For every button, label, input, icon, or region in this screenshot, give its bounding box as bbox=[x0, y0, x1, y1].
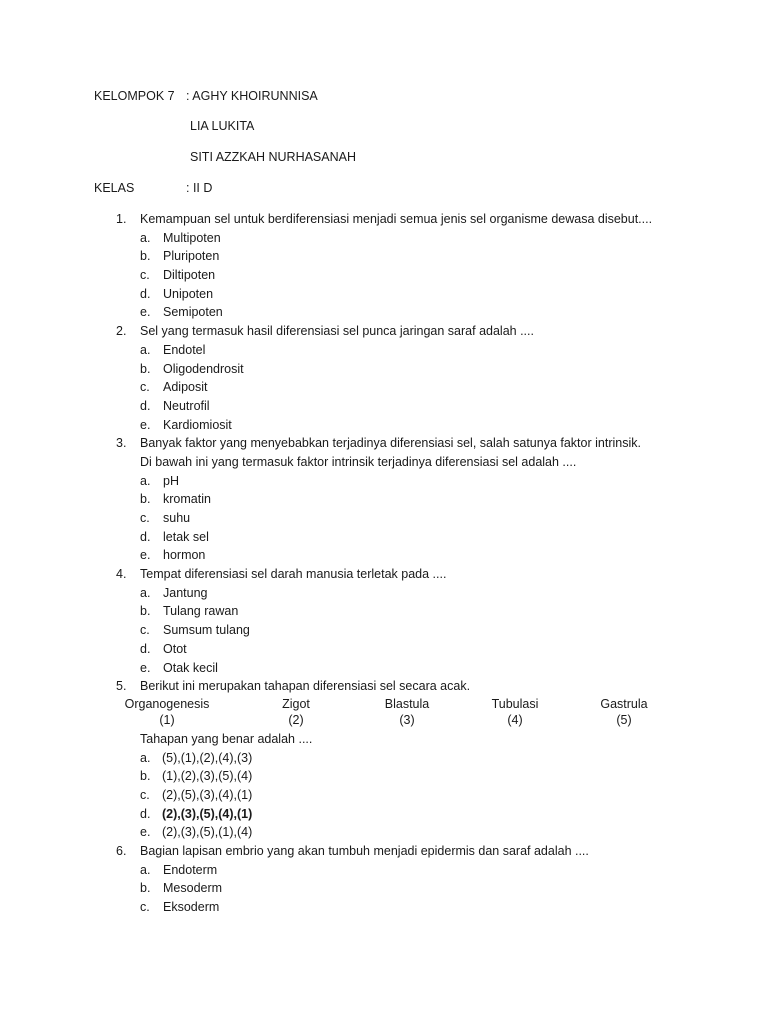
answer-option bbox=[116, 621, 716, 640]
stage-number: (2) bbox=[288, 713, 304, 728]
question-number: 1. bbox=[116, 212, 127, 226]
answer-option bbox=[116, 786, 716, 805]
answer-option bbox=[116, 509, 716, 528]
option-letter: a. bbox=[140, 342, 151, 357]
answer-option bbox=[116, 823, 716, 842]
option-letter: e. bbox=[140, 305, 151, 320]
answer-option bbox=[116, 266, 716, 285]
stage-name: Tubulasi bbox=[491, 696, 539, 711]
question-text: Sel yang termasuk hasil diferensiasi sel punca jaringan saraf adalah .... bbox=[140, 324, 534, 339]
option-letter: e. bbox=[140, 417, 151, 432]
stage-item bbox=[352, 696, 462, 729]
stage-item bbox=[112, 696, 222, 729]
answer-option bbox=[116, 584, 716, 603]
question-prompt: Tahapan yang benar adalah .... bbox=[140, 731, 313, 746]
option-text: Kardiomiosit bbox=[163, 417, 232, 432]
stage-name: Zigot bbox=[282, 696, 310, 711]
question-text-line bbox=[116, 322, 716, 341]
option-letter: e. bbox=[140, 660, 151, 675]
question-number: 4. bbox=[116, 567, 127, 582]
option-text: Tulang rawan bbox=[163, 604, 239, 619]
question-number: 5. bbox=[116, 679, 127, 694]
member-name: : AGHY KHOIRUNNISA bbox=[186, 89, 318, 103]
option-text: (5),(1),(2),(4),(3) bbox=[162, 750, 253, 765]
answer-option bbox=[116, 378, 716, 397]
answer-option bbox=[116, 602, 716, 621]
option-text: Oligodendrosit bbox=[163, 361, 244, 376]
option-text: pH bbox=[163, 473, 179, 488]
answer-option bbox=[116, 861, 716, 880]
stage-name: Gastrula bbox=[600, 696, 648, 711]
option-text: Diltipoten bbox=[163, 268, 216, 283]
question-number: 6. bbox=[116, 844, 127, 858]
option-text: Unipoten bbox=[163, 286, 214, 301]
option-text: Mesoderm bbox=[163, 881, 223, 896]
member-name: SITI AZZKAH NURHASANAH bbox=[190, 150, 356, 164]
answer-option bbox=[116, 416, 716, 435]
answer-option bbox=[116, 360, 716, 379]
option-letter: a. bbox=[140, 862, 151, 877]
question-text: Kemampuan sel untuk berdiferensiasi menjadi semua jenis sel organisme dewasa disebut.... bbox=[140, 212, 653, 226]
stage-number: (5) bbox=[616, 713, 632, 728]
question-number: 3. bbox=[116, 436, 127, 451]
option-text: Jantung bbox=[163, 585, 208, 600]
answer-option bbox=[116, 898, 716, 917]
option-letter: c. bbox=[140, 900, 150, 915]
option-text: Neutrofil bbox=[163, 398, 210, 413]
option-letter: b. bbox=[140, 769, 151, 784]
option-letter: c. bbox=[140, 623, 150, 638]
option-text: Endoterm bbox=[163, 862, 218, 877]
option-letter: a. bbox=[140, 230, 151, 245]
question-text-line bbox=[116, 453, 716, 472]
option-text: Eksoderm bbox=[163, 900, 220, 915]
option-letter: c. bbox=[140, 787, 150, 802]
answer-option bbox=[116, 397, 716, 416]
stage-item bbox=[460, 696, 570, 729]
option-letter: d. bbox=[140, 529, 151, 544]
option-letter: a. bbox=[140, 750, 151, 765]
answer-option bbox=[116, 767, 716, 786]
option-text: Otot bbox=[163, 641, 187, 656]
member-name: LIA LUKITA bbox=[190, 119, 255, 133]
question-text-line bbox=[116, 565, 716, 584]
option-letter: d. bbox=[140, 806, 151, 821]
answer-option bbox=[116, 546, 716, 565]
option-text: kromatin bbox=[163, 492, 211, 507]
option-letter: c. bbox=[140, 268, 150, 283]
option-letter: d. bbox=[140, 286, 151, 301]
answer-option bbox=[116, 303, 716, 322]
option-letter: c. bbox=[140, 380, 150, 395]
option-letter: d. bbox=[140, 398, 151, 413]
option-letter: b. bbox=[140, 249, 151, 264]
stage-item bbox=[241, 696, 351, 729]
answer-option bbox=[116, 659, 716, 678]
question-1 bbox=[116, 210, 716, 322]
question-6 bbox=[116, 842, 716, 917]
option-letter: e. bbox=[140, 548, 151, 563]
option-text: suhu bbox=[163, 511, 191, 525]
answer-option bbox=[116, 341, 716, 360]
option-text: Multipoten bbox=[163, 230, 221, 245]
question-3 bbox=[116, 434, 716, 565]
option-text: (2),(3),(5),(1),(4) bbox=[162, 825, 253, 840]
option-text: Semipoten bbox=[163, 305, 223, 320]
option-text: (2),(3),(5),(4),(1) bbox=[162, 806, 253, 821]
question-text: Banyak faktor yang menyebabkan terjadinya diferensiasi sel, salah satunya faktor intrinsik. bbox=[140, 436, 641, 451]
option-letter: e. bbox=[140, 825, 151, 840]
option-text: Sumsum tulang bbox=[163, 623, 250, 638]
option-text: (2),(5),(3),(4),(1) bbox=[162, 787, 253, 802]
answer-option bbox=[116, 528, 716, 547]
option-text: Adiposit bbox=[163, 380, 208, 395]
answer-option bbox=[116, 749, 716, 768]
option-letter: b. bbox=[140, 881, 151, 896]
option-letter: b. bbox=[140, 492, 151, 507]
option-text: hormon bbox=[163, 548, 206, 563]
stage-item bbox=[569, 696, 679, 729]
question-number: 2. bbox=[116, 324, 127, 339]
class-label: KELAS bbox=[94, 181, 135, 195]
option-letter: b. bbox=[140, 361, 151, 376]
option-letter: c. bbox=[140, 511, 150, 525]
question-text: Bagian lapisan embrio yang akan tumbuh menjadi epidermis dan saraf adalah .... bbox=[140, 844, 589, 858]
class-value: : II D bbox=[186, 181, 213, 195]
option-text: (1),(2),(3),(5),(4) bbox=[162, 769, 253, 784]
option-letter: d. bbox=[140, 641, 151, 656]
group-label: KELOMPOK 7 bbox=[94, 89, 175, 103]
question-list bbox=[116, 210, 716, 917]
stage-number: (3) bbox=[399, 713, 415, 728]
answer-option bbox=[116, 805, 716, 824]
option-text: Pluripoten bbox=[163, 249, 220, 264]
stage-name: Blastula bbox=[384, 696, 430, 711]
answer-option bbox=[116, 472, 716, 491]
question-text-line bbox=[116, 434, 716, 453]
stage-number: (4) bbox=[507, 713, 523, 728]
question-text-line bbox=[116, 842, 716, 861]
option-letter: a. bbox=[140, 473, 151, 488]
answer-option bbox=[116, 640, 716, 659]
option-text: Endotel bbox=[163, 342, 206, 357]
question-4 bbox=[116, 565, 716, 677]
question-text: Berikut ini merupakan tahapan diferensiasi sel secara acak. bbox=[140, 679, 471, 694]
question-text-line bbox=[116, 677, 716, 696]
question-text: Tempat diferensiasi sel darah manusia terletak pada .... bbox=[140, 567, 447, 582]
question-text: Di bawah ini yang termasuk faktor intrinsik terjadinya diferensiasi sel adalah .... bbox=[140, 454, 577, 469]
stage-name: Organogenesis bbox=[124, 696, 210, 711]
answer-option bbox=[116, 490, 716, 509]
answer-option bbox=[116, 879, 716, 898]
option-letter: b. bbox=[140, 604, 151, 619]
stage-number: (1) bbox=[159, 713, 175, 728]
option-letter: a. bbox=[140, 585, 151, 600]
question-2 bbox=[116, 322, 716, 434]
stages-row bbox=[116, 696, 716, 730]
answer-option bbox=[116, 285, 716, 304]
option-text: Otak kecil bbox=[163, 660, 218, 675]
question-text-line bbox=[116, 210, 716, 229]
option-text: letak sel bbox=[163, 529, 209, 544]
question-5 bbox=[116, 677, 716, 842]
answer-option bbox=[116, 247, 716, 266]
answer-option bbox=[116, 229, 716, 248]
